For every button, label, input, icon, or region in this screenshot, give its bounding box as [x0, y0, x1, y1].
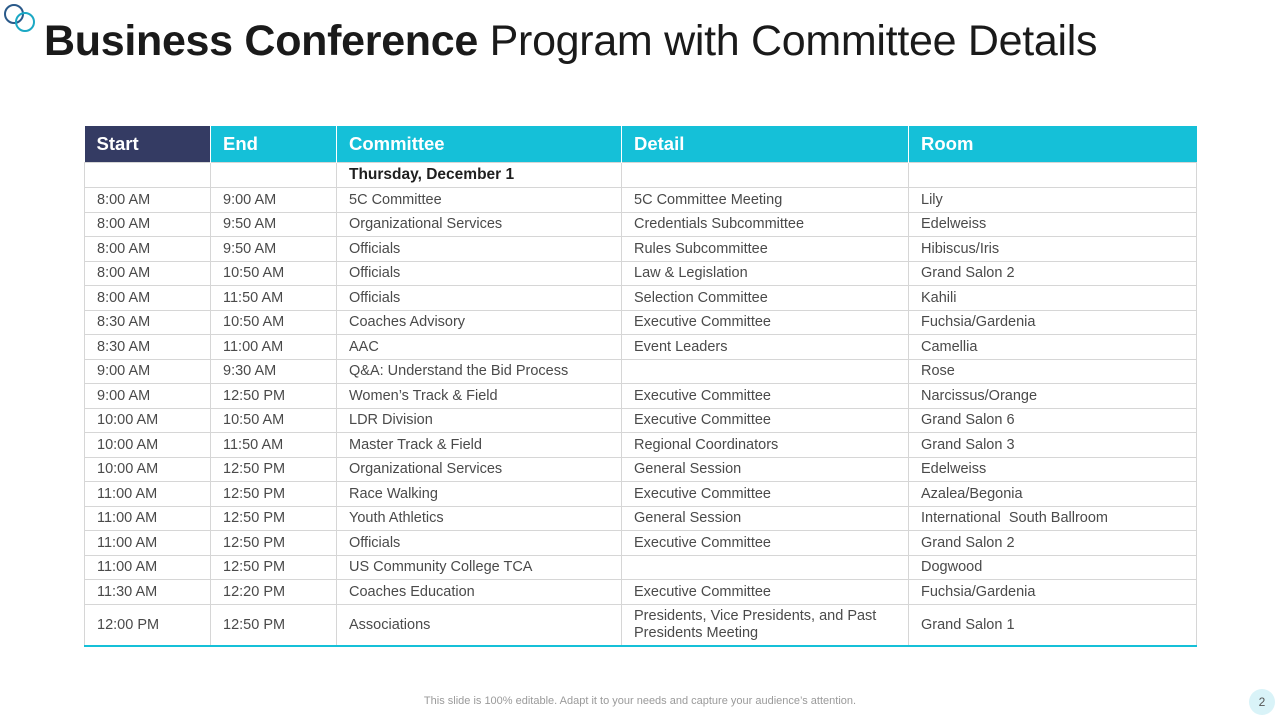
detail-cell: Executive Committee [622, 482, 909, 507]
table-row [85, 237, 1197, 262]
end-time-cell: 12:50 PM [211, 555, 337, 580]
room-cell: Fuchsia/Gardenia [909, 310, 1197, 335]
day-heading: Thursday, December 1 [337, 163, 622, 188]
end-time-cell: 12:50 PM [211, 457, 337, 482]
room-cell: Kahili [909, 286, 1197, 311]
page-title [44, 14, 1097, 68]
page-title-bold: Business Conference [44, 17, 479, 65]
committee-cell: Officials [337, 237, 622, 262]
room-cell: Azalea/Begonia [909, 482, 1197, 507]
detail-cell: Executive Committee [622, 580, 909, 605]
page-title-light: Program with Committee Details [489, 17, 1098, 65]
room-cell: Hibiscus/Iris [909, 237, 1197, 262]
start-time-cell: 11:00 AM [85, 506, 211, 531]
start-time-cell: 10:00 AM [85, 457, 211, 482]
end-time-cell: 9:50 AM [211, 237, 337, 262]
room-cell: Fuchsia/Gardenia [909, 580, 1197, 605]
start-time-cell: 11:30 AM [85, 580, 211, 605]
start-time-cell: 12:00 PM [85, 604, 211, 646]
committee-cell: AAC [337, 335, 622, 360]
room-cell: Edelweiss [909, 212, 1197, 237]
day-heading-empty-cell [622, 163, 909, 188]
committee-cell: Organizational Services [337, 457, 622, 482]
day-heading-empty-cell [211, 163, 337, 188]
room-cell: Rose [909, 359, 1197, 384]
end-time-cell: 10:50 AM [211, 408, 337, 433]
detail-cell: General Session [622, 506, 909, 531]
day-heading-row [85, 163, 1197, 188]
end-time-cell: 12:50 PM [211, 482, 337, 507]
page-number-badge: 2 [1249, 689, 1275, 715]
detail-cell: Event Leaders [622, 335, 909, 360]
table-row [85, 433, 1197, 458]
room-cell: Lily [909, 188, 1197, 213]
room-cell: Grand Salon 6 [909, 408, 1197, 433]
start-time-cell: 8:00 AM [85, 261, 211, 286]
start-time-cell: 11:00 AM [85, 555, 211, 580]
room-cell: Camellia [909, 335, 1197, 360]
footer-note: This slide is 100% editable. Adapt it to your needs and capture your audience’s attention. [423, 695, 857, 707]
room-cell: Grand Salon 1 [909, 604, 1197, 646]
detail-cell: Presidents, Vice Presidents, and Past Presidents Meeting [622, 604, 909, 646]
start-time-cell: 8:30 AM [85, 335, 211, 360]
start-time-cell: 8:30 AM [85, 310, 211, 335]
committee-cell: Coaches Education [337, 580, 622, 605]
committee-cell: Race Walking [337, 482, 622, 507]
end-time-cell: 10:50 AM [211, 310, 337, 335]
detail-cell: Law & Legislation [622, 261, 909, 286]
table-row [85, 335, 1197, 360]
table-row [85, 531, 1197, 556]
table-row [85, 286, 1197, 311]
committee-cell: Master Track & Field [337, 433, 622, 458]
room-cell: International South Ballroom [909, 506, 1197, 531]
end-time-cell: 12:50 PM [211, 384, 337, 409]
detail-cell: Executive Committee [622, 310, 909, 335]
room-cell: Grand Salon 2 [909, 261, 1197, 286]
detail-cell: Regional Coordinators [622, 433, 909, 458]
committee-cell: Organizational Services [337, 212, 622, 237]
start-time-cell: 9:00 AM [85, 359, 211, 384]
header-detail: Detail [622, 126, 909, 163]
schedule-header [85, 126, 1197, 163]
end-time-cell: 10:50 AM [211, 261, 337, 286]
committee-cell: LDR Division [337, 408, 622, 433]
detail-cell [622, 359, 909, 384]
start-time-cell: 10:00 AM [85, 408, 211, 433]
table-row [85, 506, 1197, 531]
room-cell: Grand Salon 2 [909, 531, 1197, 556]
end-time-cell: 11:50 AM [211, 433, 337, 458]
header-start: Start [85, 126, 211, 163]
room-cell: Grand Salon 3 [909, 433, 1197, 458]
detail-cell: Credentials Subcommittee [622, 212, 909, 237]
end-time-cell: 9:00 AM [211, 188, 337, 213]
detail-cell: Selection Committee [622, 286, 909, 311]
detail-cell: Executive Committee [622, 408, 909, 433]
table-row [85, 555, 1197, 580]
room-cell: Dogwood [909, 555, 1197, 580]
schedule-body [85, 163, 1197, 646]
detail-cell: Executive Committee [622, 531, 909, 556]
day-heading-empty-cell [85, 163, 211, 188]
committee-cell: Q&A: Understand the Bid Process [337, 359, 622, 384]
start-time-cell: 9:00 AM [85, 384, 211, 409]
committee-cell: Associations [337, 604, 622, 646]
start-time-cell: 11:00 AM [85, 482, 211, 507]
start-time-cell: 8:00 AM [85, 212, 211, 237]
committee-cell: 5C Committee [337, 188, 622, 213]
committee-cell: Officials [337, 531, 622, 556]
table-row [85, 408, 1197, 433]
start-time-cell: 8:00 AM [85, 188, 211, 213]
double-ring-logo-icon [2, 2, 38, 38]
room-cell: Narcissus/Orange [909, 384, 1197, 409]
end-time-cell: 9:30 AM [211, 359, 337, 384]
end-time-cell: 12:50 PM [211, 531, 337, 556]
schedule-table [84, 126, 1197, 647]
committee-cell: Officials [337, 286, 622, 311]
table-row [85, 310, 1197, 335]
committee-cell: Officials [337, 261, 622, 286]
start-time-cell: 8:00 AM [85, 237, 211, 262]
committee-cell: Coaches Advisory [337, 310, 622, 335]
end-time-cell: 12:20 PM [211, 580, 337, 605]
room-cell: Edelweiss [909, 457, 1197, 482]
end-time-cell: 12:50 PM [211, 604, 337, 646]
table-row [85, 212, 1197, 237]
header-committee: Committee [337, 126, 622, 163]
detail-cell: General Session [622, 457, 909, 482]
table-row [85, 188, 1197, 213]
day-heading-empty-cell [909, 163, 1197, 188]
committee-cell: US Community College TCA [337, 555, 622, 580]
table-row [85, 359, 1197, 384]
table-row [85, 457, 1197, 482]
table-row [85, 580, 1197, 605]
header-end: End [211, 126, 337, 163]
detail-cell [622, 555, 909, 580]
committee-cell: Women’s Track & Field [337, 384, 622, 409]
start-time-cell: 8:00 AM [85, 286, 211, 311]
end-time-cell: 11:50 AM [211, 286, 337, 311]
table-row [85, 482, 1197, 507]
end-time-cell: 11:00 AM [211, 335, 337, 360]
start-time-cell: 11:00 AM [85, 531, 211, 556]
end-time-cell: 9:50 AM [211, 212, 337, 237]
committee-cell: Youth Athletics [337, 506, 622, 531]
detail-cell: Executive Committee [622, 384, 909, 409]
header-row [85, 126, 1197, 163]
end-time-cell: 12:50 PM [211, 506, 337, 531]
detail-cell: Rules Subcommittee [622, 237, 909, 262]
table-row [85, 384, 1197, 409]
table-row [85, 604, 1197, 646]
start-time-cell: 10:00 AM [85, 433, 211, 458]
header-room: Room [909, 126, 1197, 163]
detail-cell: 5C Committee Meeting [622, 188, 909, 213]
table-row [85, 261, 1197, 286]
